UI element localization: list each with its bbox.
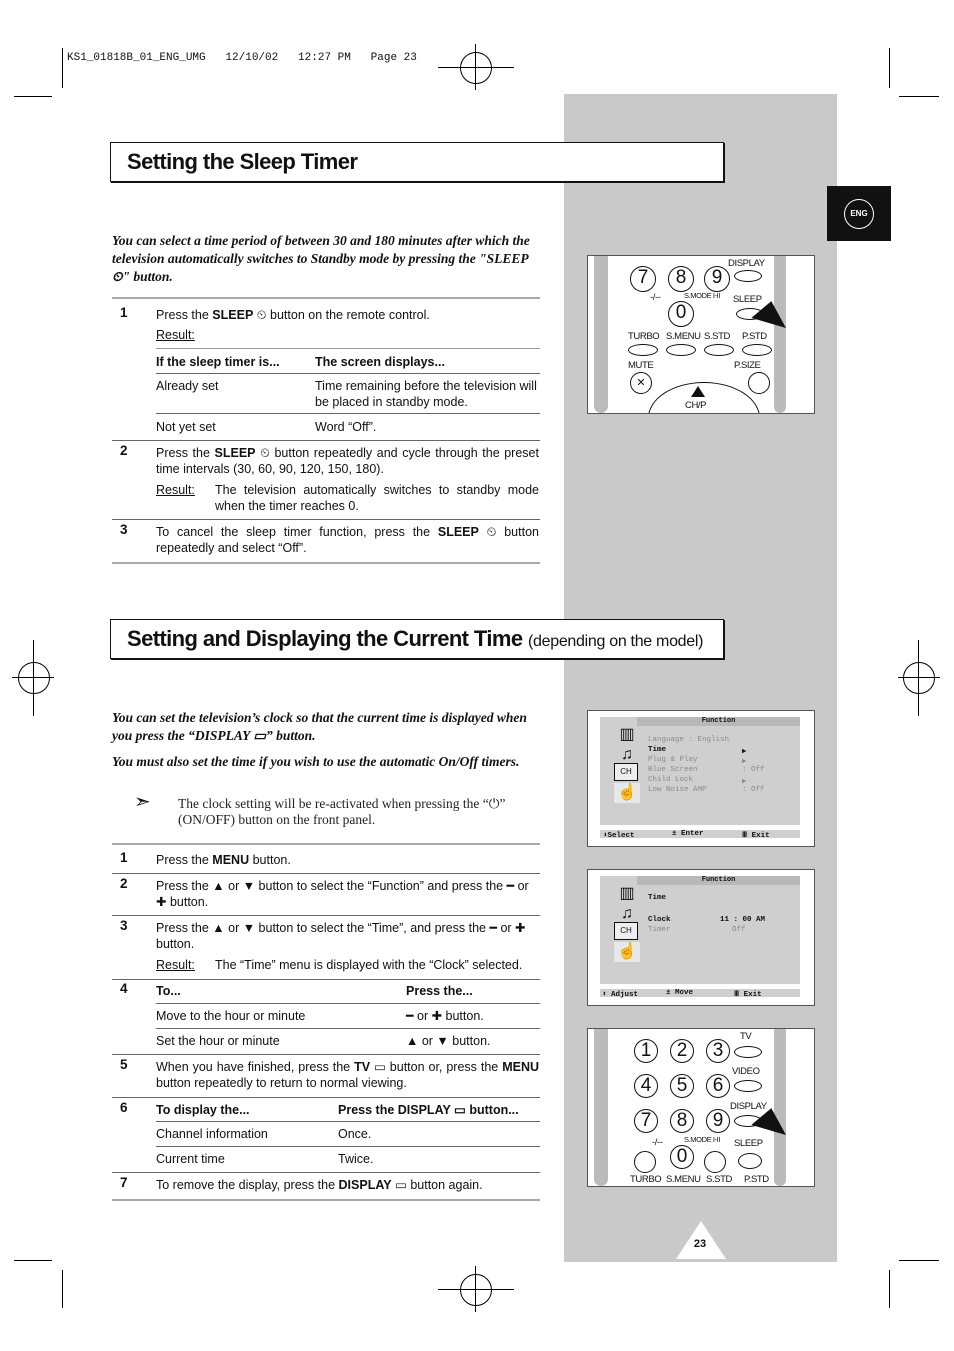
smenu-label: S.MENU [666, 1174, 701, 1185]
menu-item: Timer [648, 926, 671, 934]
step-number: 2 [120, 443, 128, 458]
divider [112, 1054, 540, 1055]
table-cell: Time remaining before the television will be placed in standby mode. [315, 379, 537, 409]
sstd-label: S.STD [706, 1174, 732, 1185]
menu-screen-function [587, 710, 815, 847]
menu-header: Function [637, 717, 800, 726]
step-text: When you have finished, press the TV ▭ button or, press the MENU button repeatedly to return to normal viewing. [156, 1060, 539, 1090]
print-header: KS1_01818B_01_ENG_UMG 12/10/02 12:27 PM Page 23 [67, 52, 417, 64]
sleep-clock-icon: ⏲ [260, 446, 270, 460]
result-label: Result: [156, 958, 195, 972]
turbo-label: TURBO [630, 1174, 662, 1185]
table-cell: Twice. [338, 1152, 374, 1166]
menu-value: Off [732, 926, 746, 934]
menu-footer: ⬍Select ± Enter Ⅲ Exit [600, 830, 800, 838]
menu-item: Language : English [648, 736, 730, 744]
key-4: 4 [634, 1074, 658, 1098]
mute-label: MUTE [628, 360, 654, 371]
smenu-label: S.MENU [666, 331, 701, 342]
divider [112, 297, 540, 299]
result-label: Result: [156, 328, 195, 342]
picture-icon: ▥ [619, 726, 635, 743]
page-number: 23 [693, 1238, 707, 1250]
divider [112, 915, 540, 916]
crop-mark [62, 48, 63, 88]
menu-value: ▶ [742, 748, 747, 756]
sleep-clock-icon: ⏲ [256, 308, 267, 322]
sleep-clock-icon: ⏲ [486, 525, 497, 539]
menu-value: ▶ [742, 778, 747, 786]
menu-title: Time [648, 894, 667, 902]
divider [156, 1121, 540, 1122]
table-cell: Current time [156, 1152, 225, 1166]
step-number: 5 [120, 1057, 128, 1072]
dash-label: -/-- [650, 292, 661, 303]
step-number: 1 [120, 305, 128, 320]
function-icon: ☝ [614, 942, 640, 962]
key-0: 0 [668, 301, 694, 327]
table-cell: ▲ or ▼ button. [406, 1034, 491, 1048]
menu-item: Clock [648, 916, 671, 924]
crop-mark [889, 1270, 890, 1308]
menu-item: Blue Screen [648, 766, 698, 774]
step-number: 1 [120, 850, 128, 865]
divider [156, 1003, 540, 1004]
table-header: Press the DISPLAY ▭ button... [338, 1103, 519, 1117]
table-cell: Once. [338, 1127, 372, 1141]
result-text: The television automatically switches to standby mode when the timer reaches 0. [215, 483, 539, 513]
crop-mark [899, 96, 939, 97]
tv-screen [600, 717, 800, 825]
sound-icon: ♫ [621, 905, 633, 922]
sleep-label: SLEEP [734, 1138, 763, 1149]
table-header: If the sleep timer is... [156, 355, 280, 369]
step-number: 6 [120, 1100, 128, 1115]
section-title: Setting and Displaying the Current Time (depending on the model) [127, 626, 704, 651]
table-cell: Not yet set [156, 420, 216, 434]
menu-screen-time [587, 869, 815, 1006]
sleep-clock-icon: ⏲ [112, 269, 123, 284]
mute-icon: ✕ [630, 372, 652, 394]
menu-value: ▶ [742, 758, 747, 766]
key-9: 9 [706, 1109, 730, 1133]
smode-button [704, 1151, 726, 1173]
table-header: To... [156, 984, 181, 998]
sleep-button [738, 1153, 762, 1169]
key-8: 8 [670, 1109, 694, 1133]
key-5: 5 [670, 1074, 694, 1098]
dash-button [634, 1151, 656, 1173]
sstd-button [704, 344, 734, 356]
key-2: 2 [670, 1039, 694, 1063]
divider [112, 843, 540, 845]
menu-icon-column [612, 882, 642, 962]
table-cell: ━ or ✚ button. [406, 1009, 484, 1023]
smode-label: S.MODE I-II [684, 1135, 721, 1144]
crop-mark [889, 48, 890, 88]
tv-label: TV [740, 1031, 752, 1042]
divider [156, 373, 540, 374]
crop-mark [14, 96, 52, 97]
note-arrow-icon: ➣ [134, 791, 151, 813]
note-text: The clock setting will be re-activated when pressing the “⏻” (ON/OFF) button on the front panel. [178, 796, 506, 827]
menu-footer: ⬍ Adjust ± Move Ⅲ Exit [600, 989, 800, 997]
remote-illustration-1 [587, 255, 815, 414]
crop-mark [62, 1270, 63, 1308]
step-number: 3 [120, 522, 128, 537]
divider [112, 519, 540, 520]
divider [112, 1097, 540, 1098]
smenu-button [666, 344, 696, 356]
up-arrow-icon [691, 386, 705, 397]
sound-icon: ♫ [621, 746, 633, 763]
step-text: Press the ▲ or ▼ button to select the “Function” and press the ━ or ✚ button. [156, 879, 529, 909]
step-number: 2 [120, 876, 128, 891]
display-icon: ▭ [395, 1178, 407, 1192]
function-icon: ☝ [614, 783, 640, 803]
display-icon: ▭ [454, 1103, 466, 1117]
crop-mark [899, 1260, 939, 1261]
key-1: 1 [634, 1039, 658, 1063]
step-number: 3 [120, 918, 128, 933]
step-text: To remove the display, press the DISPLAY ▭ button again. [156, 1178, 483, 1192]
remote-illustration-2 [587, 1028, 815, 1187]
table-cell: Set the hour or minute [156, 1034, 280, 1048]
menu-item: Plug & Play [648, 756, 698, 764]
step-text: To cancel the sleep timer function, press the SLEEP ⏲ button repeatedly and select “Off”. [156, 525, 539, 555]
sleep-label: SLEEP [733, 294, 762, 305]
key-6: 6 [706, 1074, 730, 1098]
clock-intro: You can set the television’s clock so that the current time is displayed when you press the “DISPLAY ▭” button. [112, 710, 527, 743]
crop-mark [14, 1260, 52, 1261]
picture-icon: ▥ [619, 885, 635, 902]
key-3: 3 [706, 1039, 730, 1063]
menu-value: : Off [742, 766, 765, 774]
table-header: Press the... [406, 984, 473, 998]
divider [112, 979, 540, 980]
menu-icon-column [612, 723, 642, 803]
step-text: Press the SLEEP ⏲ button repeatedly and cycle through the preset time intervals (30, 60, 90, 120, 150, 180). [156, 446, 539, 476]
key-7: 7 [630, 266, 656, 292]
step-number: 4 [120, 981, 128, 996]
divider [156, 348, 540, 349]
turbo-button [628, 344, 658, 356]
table-cell: Move to the hour or minute [156, 1009, 306, 1023]
key-7: 7 [634, 1109, 658, 1133]
key-0: 0 [670, 1145, 694, 1169]
display-icon: ▭ [253, 728, 267, 743]
menu-item: Child Lock [648, 776, 694, 784]
divider [112, 873, 540, 874]
table-header: To display the... [156, 1103, 250, 1117]
display-button [734, 270, 762, 282]
display-label: DISPLAY [730, 1101, 767, 1112]
step-text: Press the SLEEP ⏲ button on the remote control. [156, 308, 430, 322]
video-label: VIDEO [732, 1066, 760, 1077]
menu-header: Function [637, 876, 800, 885]
display-label: DISPLAY [728, 258, 765, 269]
clock-intro-2: You must also set the time if you wish to use the automatic On/Off timers. [112, 754, 520, 769]
dash-label: -/-- [652, 1137, 663, 1148]
psize-label: P.SIZE [734, 360, 761, 371]
divider [112, 1172, 540, 1173]
table-cell: Already set [156, 379, 219, 393]
pstd-label: P.STD [742, 331, 767, 342]
eng-badge: ENG [844, 199, 874, 229]
smode-label: S.MODE I-II [684, 291, 721, 300]
psize-button [748, 372, 770, 394]
divider [112, 1199, 540, 1201]
result-label: Result: [156, 483, 195, 497]
divider [156, 413, 540, 414]
menu-value: : Off [742, 786, 765, 794]
result-text: The “Time” menu is displayed with the “Clock” selected. [215, 958, 523, 972]
key-8: 8 [668, 266, 694, 292]
section-title-clock [110, 619, 724, 659]
turbo-label: TURBO [628, 331, 660, 342]
divider [112, 440, 540, 441]
page-title: Setting the Sleep Timer [127, 149, 358, 174]
pstd-button [742, 344, 772, 356]
table-cell: Channel information [156, 1127, 268, 1141]
sleep-intro: You can select a time period of between 30 and 180 minutes after which the television automatically switches to Standby mode by pressing the "SLEEP ⏲" button. [112, 233, 530, 284]
table-header: The screen displays... [315, 355, 445, 369]
menu-value: 11 : 00 AM [720, 916, 766, 924]
power-icon: ⏻ [488, 796, 500, 811]
chp-label: CH/P [685, 400, 707, 411]
table-cell: Word “Off”. [315, 420, 377, 434]
channel-icon: CH [614, 922, 638, 940]
step-number: 7 [120, 1175, 128, 1190]
menu-item: Low Noise AMP [648, 786, 707, 794]
channel-icon: CH [614, 763, 638, 781]
tv-button [734, 1046, 762, 1058]
tv-icon: ▭ [374, 1060, 386, 1074]
sstd-label: S.STD [704, 331, 730, 342]
menu-item: Time [648, 746, 667, 754]
pstd-label: P.STD [744, 1174, 769, 1185]
step-text: Press the ▲ or ▼ button to select the “Time”, and press the ━ or ✚ button. [156, 921, 526, 951]
video-button [734, 1080, 762, 1092]
step-text: Press the MENU button. [156, 853, 291, 867]
divider [112, 562, 540, 564]
section-title-sleep [110, 142, 724, 182]
tv-screen [600, 876, 800, 984]
divider [156, 1146, 540, 1147]
divider [156, 1028, 540, 1029]
key-9: 9 [704, 266, 730, 292]
